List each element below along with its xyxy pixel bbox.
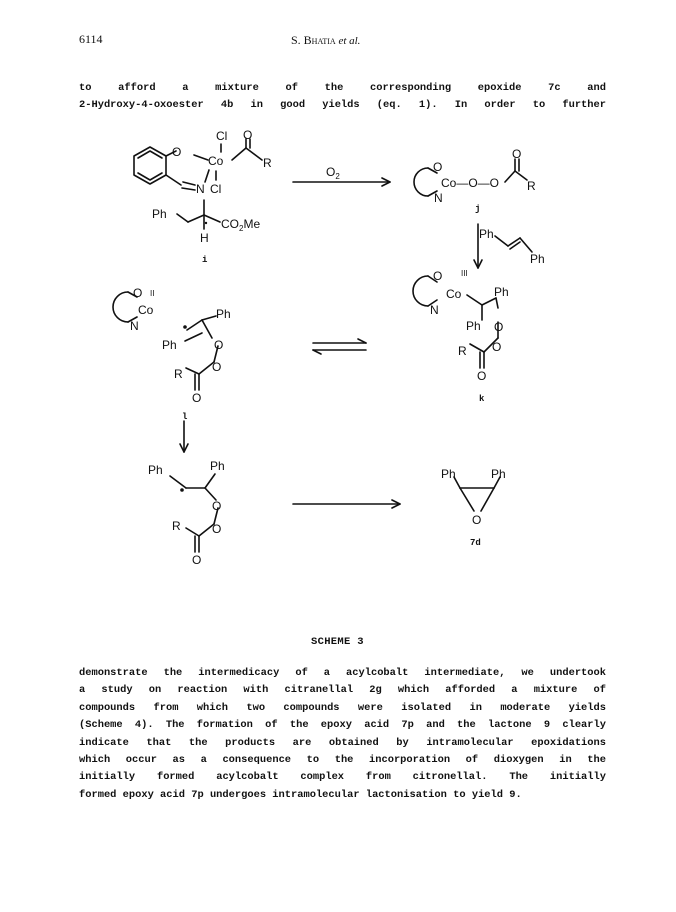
compound-label-7d: 7d bbox=[470, 538, 481, 548]
atom-r: R bbox=[458, 344, 467, 358]
compound-label-l: l bbox=[182, 412, 188, 422]
atom-co: Co bbox=[138, 303, 154, 317]
text-line: a study on reaction with citranellal 2g which afforded a mixture of bbox=[79, 684, 606, 697]
atom-n: N bbox=[430, 303, 439, 317]
atom-ph: Ph bbox=[441, 467, 456, 481]
atom-o: O bbox=[492, 340, 502, 354]
atom-ph: Ph bbox=[210, 459, 225, 473]
text-line: 2-Hydroxy-4-oxoester 4b in good yields (eq. 1). In order to further bbox=[79, 99, 606, 112]
atom-o: O bbox=[477, 369, 487, 383]
atom-co: Co bbox=[446, 287, 462, 301]
text-line: to afford a mixture of the corresponding epoxide 7c and bbox=[79, 82, 606, 94]
compound-label-j: j bbox=[475, 204, 481, 214]
atom-r: R bbox=[263, 156, 272, 170]
text-line: initially formed acylcobalt complex from citronellal. The initially bbox=[79, 771, 606, 784]
atom-o: O bbox=[133, 286, 143, 300]
radical-dot bbox=[180, 488, 184, 492]
text-line: demonstrate the intermedicacy of a acylcobalt intermediate, we undertook bbox=[79, 667, 606, 679]
text-line: compounds from which two compounds were isolated in moderate yields bbox=[79, 701, 606, 714]
atom-o: O bbox=[172, 145, 182, 159]
text-line: (Scheme 4). The formation of the epoxy acid 7p and the lactone 9 clearly bbox=[79, 719, 606, 732]
atom-co: Co bbox=[208, 154, 224, 168]
atom-r: R bbox=[527, 179, 536, 193]
atom-cl: Cl bbox=[210, 182, 222, 196]
atom-o: O bbox=[433, 160, 443, 174]
atom-ph: Ph bbox=[216, 307, 231, 321]
atom-r: R bbox=[172, 519, 181, 533]
oxidation-state-ii: II bbox=[150, 289, 155, 298]
page-number: 6114 bbox=[79, 32, 103, 46]
atom-n: N bbox=[196, 182, 205, 196]
atom-o: O bbox=[472, 513, 482, 527]
atom-r: R bbox=[174, 367, 183, 381]
atom-ph: Ph bbox=[479, 227, 494, 241]
lower-radical-structure bbox=[170, 474, 218, 552]
atom-n: N bbox=[130, 319, 139, 333]
atom-ph: Ph bbox=[152, 207, 167, 221]
atom-o: O bbox=[212, 522, 222, 536]
atom-ph: Ph bbox=[148, 463, 163, 477]
radical-dot bbox=[183, 325, 187, 329]
scheme-caption: SCHEME 3 bbox=[311, 636, 364, 648]
atom-o: O bbox=[212, 499, 222, 513]
compound-label-k: k bbox=[479, 394, 485, 404]
atom-h: H bbox=[200, 231, 209, 245]
atom-o: O bbox=[512, 147, 522, 161]
atom-ph: Ph bbox=[491, 467, 506, 481]
main-paragraph bbox=[79, 665, 606, 804]
atom-n: N bbox=[434, 191, 443, 205]
reagent-o2: $O_2$ bbox=[326, 165, 340, 181]
atom-o: O bbox=[214, 338, 224, 352]
atom-o: O bbox=[192, 553, 202, 567]
atom-o: O bbox=[192, 391, 202, 405]
atom-o: O bbox=[494, 320, 504, 334]
running-head-etal: et al. bbox=[335, 35, 361, 47]
text-line: indicate that the products are obtained by intramolecular epoxidations bbox=[79, 736, 606, 749]
compound-label-i: i bbox=[202, 255, 208, 265]
atom-ph: Ph bbox=[494, 285, 509, 299]
atom-ph: Ph bbox=[530, 252, 545, 266]
running-head-author: S. Bhatia bbox=[291, 33, 336, 47]
compound-l-structure bbox=[185, 316, 218, 390]
text-line: which occur as a consequence to the incorporation of dioxygen in the bbox=[79, 754, 606, 767]
text-line: formed epoxy acid 7p undergoes intramolecular lactonisation to yield 9. bbox=[79, 788, 522, 801]
atom-o: O bbox=[243, 128, 253, 142]
atom-o: O bbox=[212, 360, 222, 374]
epoxide-7d-structure bbox=[454, 477, 500, 511]
group-co2me: $CO_2Me$ bbox=[221, 217, 261, 233]
peroxy-chain: Co—O—O bbox=[441, 176, 500, 190]
atom-ph: Ph bbox=[466, 319, 481, 333]
equilibrium-arrows bbox=[313, 339, 366, 354]
atom-ph: Ph bbox=[162, 338, 177, 352]
oxidation-state-iii: III bbox=[461, 269, 468, 278]
atom-cl: Cl bbox=[216, 129, 228, 143]
atom-o: O bbox=[433, 269, 443, 283]
